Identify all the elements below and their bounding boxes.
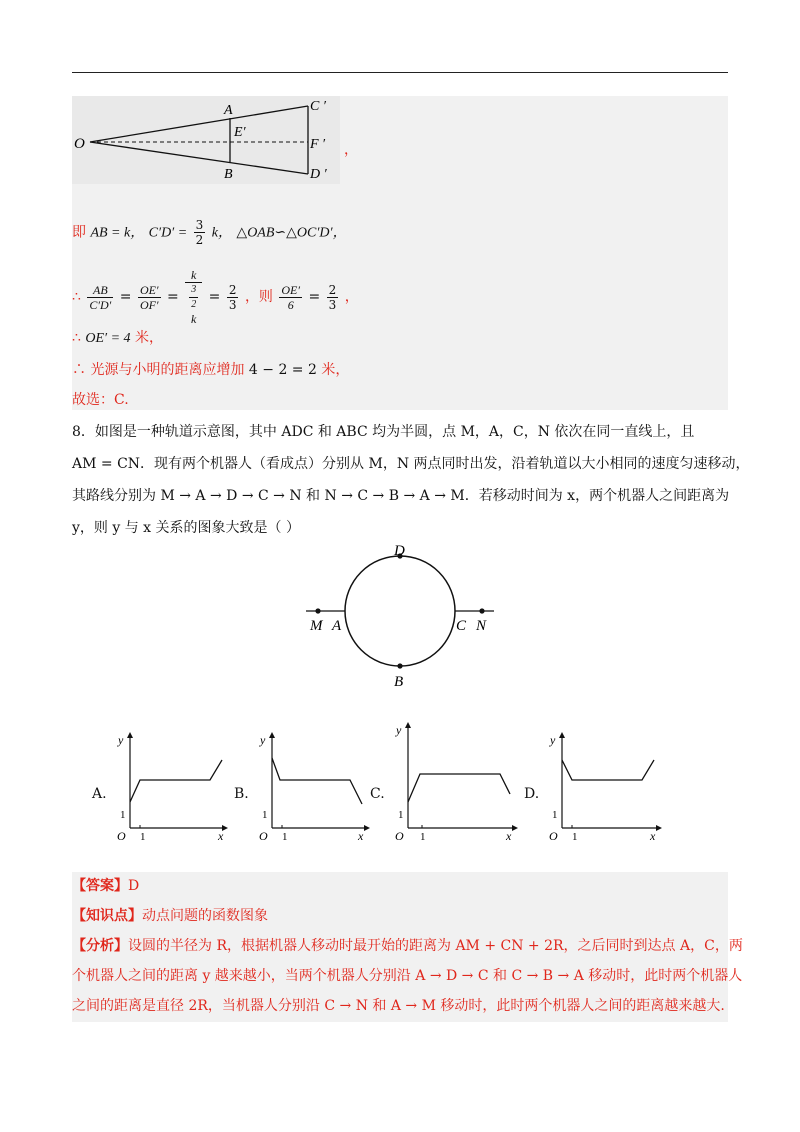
text-meter-2: 米， [321,362,350,378]
option-d-y-label: y [550,733,556,747]
knowledge-tag: 【知识点】 [72,908,142,924]
knowledge-line [72,906,268,926]
prefix-ji: 即 [72,224,86,241]
option-b-graph[interactable] [252,728,372,844]
option-b-y-label: y [260,733,266,747]
answer-line [72,876,139,896]
math-cd: C′D′ = [148,225,188,241]
analysis-tag: 【分析】 [72,938,128,954]
label-track-b: B [394,674,404,690]
question-line-1: 8．如图是一种轨道示意图，其中 ADC 和 ABC 均为半圆，点 M，A，C，N 依次在同一直线上，且 [72,424,695,440]
frac-oe-of: $\frac{OE'}{OF'}$ [139,282,159,312]
option-b-one-y: 1 [262,809,268,821]
option-a-y-label: y [118,733,124,747]
track-circle [345,556,455,666]
label-track-a: A [332,618,342,634]
label-e: E′ [234,125,246,140]
point-n [479,608,484,613]
option-a-curve [130,760,222,802]
label-track-d: D [394,543,405,559]
option-d-one-y: 1 [552,809,558,821]
header-rule [72,72,728,73]
option-c-one-y: 1 [398,809,404,821]
frac-2-3: $\frac{2}{3}$ [228,282,237,312]
solution-line-5: 故选：C. [72,392,129,408]
option-c-x-label: x [506,829,512,843]
analysis-line-3: 之间的距离是直径 2R，当机器人分别沿 C → N 和 A → M 移动时，此时两个机器人之间的距离越来越大. [72,998,725,1014]
light-cone-figure [72,96,362,188]
option-b-one-x: 1 [282,831,288,843]
option-b-curve [272,758,362,804]
analysis-line-2: 个机器人之间的距离 y 越来越小，当两个机器人分别沿 A → D → C 和 C → B → A 移动时，此时两个机器人 [72,968,743,984]
option-c-y-label: y [396,723,402,737]
label-track-m: M [310,618,323,634]
answer-value: D [128,878,140,894]
option-b-letter[interactable]: B. [234,786,249,802]
option-d-origin: O [549,829,558,843]
option-c-letter[interactable]: C. [370,786,385,802]
label-f: F ′ [310,137,326,152]
option-a-letter[interactable]: A. [92,786,107,802]
frac-3-2: $\frac{3}{2}$ [195,218,204,247]
option-d-x-label: x [650,829,656,843]
figure-comma: ， [344,143,358,158]
answer-tag: 【答案】 [72,878,128,894]
solution-line-4 [72,360,349,380]
equals-1: = [119,289,132,305]
frac-k-over: k 3 2 k [185,268,202,326]
label-track-n: N [476,618,487,634]
option-b-origin: O [259,829,268,843]
label-c: C ′ [310,99,326,114]
option-a-one-y: 1 [120,809,126,821]
text-meter: 米， [135,330,163,346]
option-a-one-x: 1 [140,831,146,843]
math-similar: △OAB∽△OC′D′， [236,225,347,241]
option-c-origin: O [395,829,404,843]
label-track-c: C [456,618,467,634]
solution-line-1 [72,218,347,247]
point-b [397,663,402,668]
option-d-curve [562,760,654,780]
label-a: A [224,103,233,118]
label-d: D ′ [310,167,327,182]
question-line-2: AM = CN．现有两个机器人（看成点）分别从 M，N 两点同时出发，沿着轨道以大小相同的速度匀速移动， [72,456,750,472]
track-figure [296,540,506,690]
solution-line-2 [72,268,359,326]
question-line-3: 其路线分别为 M → A → D → C → N 和 N → C → B → A → M．若移动时间为 x，两个机器人之间距离为 [72,488,730,504]
therefore-symbol: ∴ [72,289,81,305]
text-then: ，则 [244,289,273,305]
math-ab: AB = k， [90,225,145,241]
equals-3: = [208,289,221,305]
option-a-graph[interactable] [110,728,230,844]
option-d-graph[interactable] [542,728,666,844]
option-c-curve [408,774,510,802]
equals-4: = [308,289,321,305]
text-increase: ∴ 光源与小明的距离应增加 [72,362,245,378]
label-b: B [224,167,233,182]
comma-end: ， [344,289,359,305]
option-d-letter[interactable]: D. [524,786,540,802]
solution-line-3 [72,328,163,349]
option-d-one-x: 1 [572,831,578,843]
option-c-graph[interactable] [388,718,522,844]
option-a-origin: O [117,829,126,843]
knowledge-value: 动点问题的函数图象 [142,908,268,924]
point-m [315,608,320,613]
ray-oc [90,106,308,142]
option-b-x-label: x [358,829,364,843]
analysis-text-1: 设圆的半径为 R，根据机器人移动时最开始的距离为 AM + CN + 2R，之后同时到达点 A，C，两 [128,938,743,954]
frac-ab-cd: $\frac{AB}{C'D'}$ [89,282,112,312]
math-oe-4: OE′ = 4 [85,331,131,346]
frac-oe-6: $\frac{OE'}{6}$ [281,282,301,312]
math-k: k， [211,225,232,241]
math-4-2: 4 − 2 = 2 [248,362,317,378]
question-line-4: y，则 y 与 x 关系的图象大致是（ ） [72,520,300,536]
label-o: O [74,136,85,152]
option-a-x-label: x [218,829,224,843]
ray-od [90,142,308,174]
option-c-one-x: 1 [420,831,426,843]
therefore-symbol-2: ∴ [72,330,81,346]
analysis-line-1 [72,936,743,956]
frac-2-3b: $\frac{2}{3}$ [328,282,337,312]
equals-2: = [167,289,179,305]
